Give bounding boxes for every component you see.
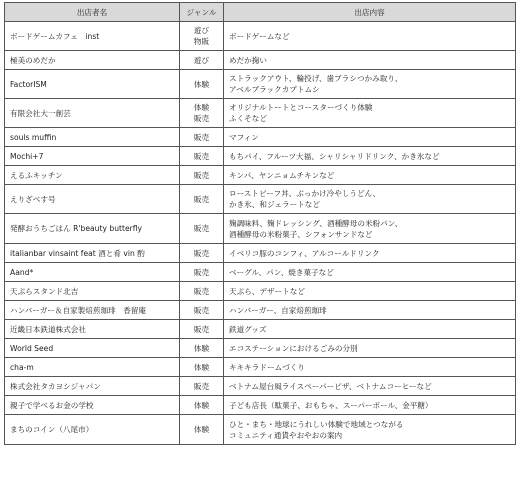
content-cell: [224, 282, 516, 301]
exhibitor-name-cell: [5, 282, 180, 301]
table-row: [5, 99, 516, 128]
content-cell: [224, 147, 516, 166]
table-row: [5, 301, 516, 320]
genre-label: 販売: [193, 267, 210, 277]
genre-label: 販売: [193, 132, 210, 142]
table-row: [5, 244, 516, 263]
table-wrapper: [4, 2, 516, 445]
content-line: 麹調味料、麹ドレッシング、酒種酵母の米粉パン、: [229, 218, 403, 228]
exhibitor-name: 近畿日本鉄道株式会社: [10, 324, 86, 334]
exhibitor-name: italianbar vinsaint feat 酒と肴 vin 酌: [10, 248, 145, 258]
content-cell: [224, 396, 516, 415]
genre-label: 販売: [193, 286, 210, 296]
genre-cell: [180, 51, 224, 70]
table-row: [5, 358, 516, 377]
genre-label: 体験: [193, 79, 210, 89]
exhibitor-name: 有限会社大一創芸: [10, 108, 71, 118]
content-line: マフィン: [229, 132, 259, 142]
exhibitor-name: えりざべす号: [10, 194, 56, 204]
exhibitor-name: えるふキッチン: [10, 170, 63, 180]
genre-label: 体験: [193, 425, 210, 434]
content-line: キキキラドームづくり: [229, 362, 305, 372]
content-line: コミュニティ通貨やおやおの案内: [229, 430, 343, 440]
content-line: ふくそなど: [229, 114, 267, 123]
content-line: ベトナム屋台風ライスペーパーピザ、ベトナムコーヒーなど: [229, 381, 432, 391]
genre-cell: [180, 301, 224, 320]
genre-cell: [180, 358, 224, 377]
header-row: [5, 3, 516, 22]
content-line: アベルブラックカプトムシ: [229, 85, 320, 94]
table-row: [5, 263, 516, 282]
content-cell: [224, 263, 516, 282]
table-body: [5, 22, 516, 445]
content-cell: [224, 166, 516, 185]
genre-label: 体験: [193, 103, 210, 112]
content-line: オリジナルトートとコースターづくり体験: [229, 103, 373, 112]
exhibitor-name: 発酵おうちごはん R'beauty butterfly: [10, 224, 143, 233]
genre-label: 遊び: [193, 55, 210, 65]
table-row: [5, 185, 516, 214]
exhibitor-name-cell: [5, 51, 180, 70]
exhibitor-name-cell: [5, 70, 180, 99]
exhibitor-name: cha-m: [10, 362, 34, 372]
content-line: キンパ、ヤンニョムチキンなど: [229, 170, 335, 180]
exhibitor-name-cell: [5, 301, 180, 320]
content-cell: [224, 185, 516, 214]
genre-label: 販売: [193, 194, 210, 204]
genre-cell: [180, 147, 224, 166]
header-content: 出店内容: [224, 3, 516, 22]
exhibitor-name: ボードゲームカフェ inst: [10, 31, 100, 41]
content-line: 子ども店長（駄菓子、おもちゃ、スーパーボール、金平糖）: [229, 400, 433, 410]
content-cell: [224, 244, 516, 263]
content-line: ボードゲームなど: [229, 31, 290, 41]
genre-label: 販売: [193, 305, 210, 315]
table-row: [5, 147, 516, 166]
exhibitor-name-cell: [5, 358, 180, 377]
genre-cell: [180, 339, 224, 358]
genre-cell: [180, 396, 224, 415]
exhibitor-name-cell: [5, 214, 180, 244]
genre-label: 体験: [193, 362, 210, 372]
exhibitor-name: 親子で学べるお金の学校: [10, 400, 94, 410]
content-cell: [224, 358, 516, 377]
genre-label: 販売: [193, 224, 210, 233]
exhibitor-name-cell: [5, 396, 180, 415]
exhibitor-name-cell: [5, 22, 180, 51]
content-line: ハンバーガー、自家焙煎珈琲: [229, 305, 327, 315]
content-cell: [224, 99, 516, 128]
genre-cell: [180, 244, 224, 263]
exhibitor-name: ハンバーガー＆自家製焙煎珈琲 香留庵: [10, 305, 147, 315]
content-line: 酒種酵母の米粉菓子、シフォンサンドなど: [229, 229, 373, 239]
genre-label: 物販: [193, 37, 210, 46]
exhibitor-name-cell: [5, 185, 180, 214]
exhibitor-name-cell: [5, 377, 180, 396]
exhibitor-name: 株式会社タカヨシジャパン: [10, 381, 101, 391]
table-row: [5, 339, 516, 358]
content-cell: [224, 22, 516, 51]
genre-cell: [180, 128, 224, 147]
exhibitor-name-cell: [5, 339, 180, 358]
exhibitor-name: 天ぷらスタンド北吉: [10, 286, 79, 296]
genre-cell: [180, 377, 224, 396]
genre-cell: [180, 99, 224, 128]
exhibitor-name: FactorISM: [10, 79, 47, 89]
genre-label: 販売: [193, 248, 210, 258]
exhibitor-name: まちのコイン（八尾市）: [10, 425, 94, 434]
header-name: 出店者名: [5, 3, 180, 22]
table-row: [5, 377, 516, 396]
genre-cell: [180, 320, 224, 339]
exhibitor-name-cell: [5, 244, 180, 263]
content-line: ベーグル、パン、焼き菓子など: [229, 267, 334, 277]
table-row: [5, 396, 516, 415]
content-line: ローストビーフ丼、ぶっかけ冷やしうどん、: [229, 189, 381, 198]
content-line: めだか掬い: [229, 55, 267, 65]
exhibitor-name: Mochi+7: [10, 151, 44, 161]
exhibitor-name: Aand*: [10, 267, 34, 277]
table-row: [5, 214, 516, 244]
exhibitor-name-cell: [5, 99, 180, 128]
genre-label: 体験: [193, 343, 210, 353]
exhibitor-name: souls muffin: [10, 132, 57, 142]
exhibitor-name-cell: [5, 263, 180, 282]
table-row: [5, 22, 516, 51]
genre-cell: [180, 22, 224, 51]
content-cell: [224, 415, 516, 445]
genre-cell: [180, 185, 224, 214]
content-cell: [224, 377, 516, 396]
content-line: 天ぷら、デザートなど: [229, 286, 305, 296]
exhibitor-name-cell: [5, 166, 180, 185]
content-line: イベリコ豚のコンフィ、アルコールドリンク: [229, 248, 380, 258]
genre-cell: [180, 415, 224, 445]
table-row: [5, 51, 516, 70]
content-line: エコステーションにおけるごみの分別: [229, 343, 358, 353]
content-line: かき氷、和ジェラートなど: [229, 200, 320, 209]
exhibitor-name: 極美のめだか: [10, 55, 56, 65]
table-row: [5, 415, 516, 445]
exhibitor-name-cell: [5, 320, 180, 339]
exhibitor-name: World Seed: [10, 343, 54, 353]
genre-label: 販売: [193, 324, 210, 334]
content-cell: [224, 70, 516, 99]
content-line: 鉄道グッズ: [229, 324, 267, 334]
content-cell: [224, 214, 516, 244]
content-cell: [224, 51, 516, 70]
genre-label: 販売: [193, 170, 210, 180]
genre-label: 販売: [193, 114, 210, 123]
content-cell: [224, 301, 516, 320]
table-row: [5, 166, 516, 185]
genre-cell: [180, 166, 224, 185]
content-line: ストラックアウト、輪投げ、歯ブラシつかみ取り、: [229, 74, 403, 83]
table-row: [5, 320, 516, 339]
genre-label: 遊び: [193, 26, 210, 35]
header-genre: ジャンル: [180, 3, 224, 22]
genre-cell: [180, 214, 224, 244]
content-cell: [224, 128, 516, 147]
exhibitor-table: [4, 2, 516, 445]
table-row: [5, 70, 516, 99]
table-row: [5, 128, 516, 147]
exhibitor-name-cell: [5, 128, 180, 147]
content-line: ひと・まち・地球にうれしい体験で地域とつながる: [229, 419, 404, 429]
genre-label: 販売: [193, 381, 210, 391]
genre-label: 体験: [193, 400, 210, 410]
genre-label: 販売: [193, 151, 210, 161]
table-row: [5, 282, 516, 301]
genre-cell: [180, 263, 224, 282]
exhibitor-name-cell: [5, 147, 180, 166]
genre-cell: [180, 282, 224, 301]
content-line: もちパイ、フルーツ大福、シャリシャリドリンク、かき氷など: [229, 151, 440, 161]
genre-cell: [180, 70, 224, 99]
content-cell: [224, 339, 516, 358]
exhibitor-name-cell: [5, 415, 180, 445]
content-cell: [224, 320, 516, 339]
